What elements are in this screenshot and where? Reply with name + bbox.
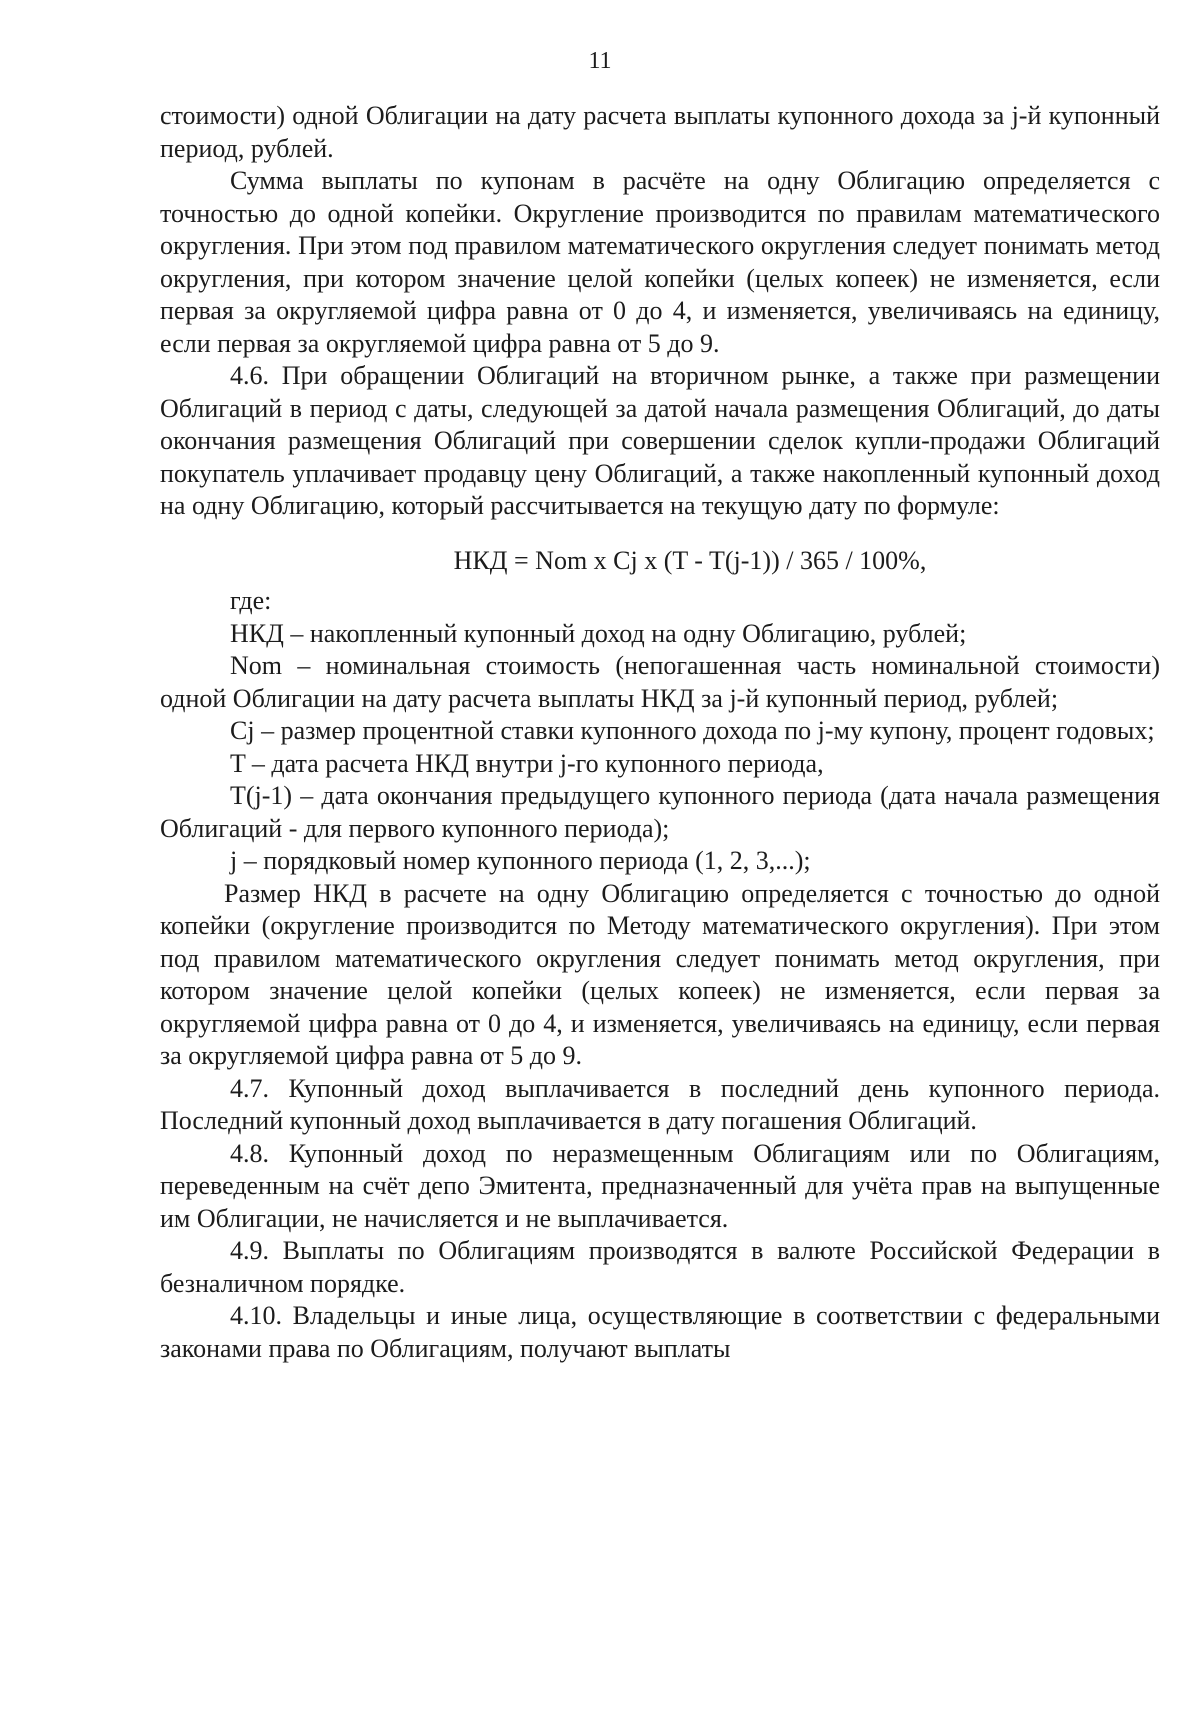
paragraph-nkd-rounding: Размер НКД в расчете на одну Облигацию определяется с точностью до одной копейки (округление производится по Методу математического округления). При этом под правилом математического округления следует понимать метод округления, при котором значение целой копейки (целых копеек) не изменяется, если первая за округляемой цифра равна от 0 до 4, и изменяется, увеличиваясь на единицу, если первая за округляемой цифра равна от 5 до 9. (160, 878, 1160, 1070)
paragraph-coupon-rounding: Сумма выплаты по купонам в расчёте на одну Облигацию определяется с точностью до одной копейки. Округление производится по правилам математического округления. При этом под правилом математического округления следует понимать метод округления, при котором значение целой копейки (целых копеек) не изменяется, если первая за округляемой цифра равна от 0 до 4, и изменяется, увеличиваясь на единицу, если первая за округляемой цифра равна от 5 до 9. (160, 166, 1160, 358)
definition-t-j-1: T(j-1) – дата окончания предыдущего купонного периода (дата начала размещения Облигаций - для первого купонного периода); (160, 781, 1160, 843)
page-number: 11 (588, 48, 612, 74)
clause-4-10: 4.10. Владельцы и иные лица, осуществляющие в соответствии с федеральными законами права по Облигациям, получают выплаты (160, 1301, 1160, 1363)
clause-4-9: 4.9. Выплаты по Облигациям производятся в валюте Российской Федерации в безналичном порядке. (160, 1236, 1160, 1298)
clause-4-6: 4.6. При обращении Облигаций на вторичном рынке, а также при размещении Облигаций в период с даты, следующей за датой начала размещения Облигаций, до даты окончания размещения Облигаций при совершении сделок купли-продажи Облигаций покупатель уплачивает продавцу цену Облигаций, а также накопленный купонный доход на одну Облигацию, который рассчитывается на текущую дату по формуле: (160, 361, 1160, 520)
definition-cj: Cj – размер процентной ставки купонного дохода по j-му купону, процент годовых; (230, 716, 1155, 745)
definition-nom: Nom – номинальная стоимость (непогашенная часть номинальной стоимости) одной Облигации на дату расчета выплаты НКД за j-й купонный период, рублей; (160, 651, 1160, 713)
document-body (160, 100, 1160, 1365)
definition-t: T – дата расчета НКД внутри j-го купонного периода, (230, 748, 824, 778)
paragraph-coupon-continuation: стоимости) одной Облигации на дату расчета выплаты купонного дохода за j-й купонный период, рублей. (160, 101, 1160, 163)
clause-4-8: 4.8. Купонный доход по неразмещенным Облигациям или по Облигациям, переведенным на счёт депо Эмитента, предназначенный для учёта прав на выпущенные им Облигации, не начисляется и не выплачивается. (160, 1138, 1160, 1233)
definition-j: j – порядковый номер купонного периода (1, 2, 3,...); (230, 846, 811, 875)
nkd-formula: НКД = Nom x Cj x (T - T(j-1)) / 365 / 100%, (453, 545, 927, 575)
where-label: где: (230, 586, 272, 615)
definition-nkd: НКД – накопленный купонный доход на одну Облигацию, рублей; (230, 618, 967, 648)
clause-4-7: 4.7. Купонный доход выплачивается в последний день купонного периода. Последний купонный доход выплачивается в дату погашения Облигаций. (160, 1073, 1160, 1135)
